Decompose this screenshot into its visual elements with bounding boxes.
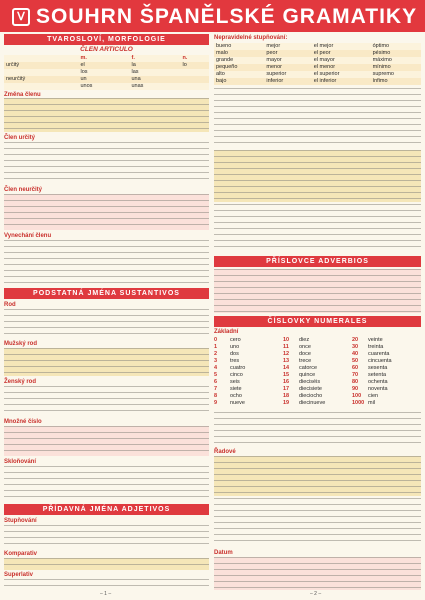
article-cell: f. (130, 55, 181, 62)
text-block-hours (214, 498, 421, 546)
numeral-word: dieciocho (299, 393, 323, 399)
text-block-zajmena (214, 204, 421, 252)
label-datum: Datum (214, 550, 233, 556)
label-stupnovani: Stupňování (4, 518, 37, 524)
article-row (4, 83, 209, 90)
section-heading-adverbs: PŘÍSLOVCE ADVERBIOS (214, 256, 421, 267)
numeral-digit: 6 (214, 379, 218, 385)
article-cell: las (130, 69, 181, 76)
numeral-word: dieciséis (299, 379, 321, 385)
comparison-cell: inferior (264, 78, 311, 85)
label-muzsky-rod: Mužský rod (4, 341, 38, 347)
numeral-word: mil (368, 400, 376, 406)
comparison-cell: pésimo (371, 50, 421, 57)
numeral-word: noventa (368, 386, 388, 392)
article-cell: neurčitý (4, 76, 78, 83)
article-cell (181, 69, 209, 76)
numeral-word: uno (230, 344, 240, 350)
comparison-cell: superior (264, 71, 311, 78)
numeral-word: nueve (230, 400, 245, 406)
numeral-digit: 80 (352, 379, 359, 385)
title-banner (0, 0, 425, 32)
page-title: SOUHRN ŠPANĚLSKÉ GRAMATIKY (36, 5, 418, 28)
right-column (214, 34, 421, 590)
article-row (4, 55, 209, 62)
comparison-cell: alto (214, 71, 264, 78)
numeral-word: cuarenta (368, 351, 390, 357)
numeral-word: seis (230, 379, 240, 385)
publisher-logo-icon: ᐯ (12, 8, 30, 26)
numeral-digit: 19 (283, 400, 290, 406)
numeral-word: siete (230, 386, 242, 392)
section-heading-adjectives: PŘÍDAVNÁ JMÉNA ADJETIVOS (4, 504, 209, 515)
numeral-digit: 12 (283, 351, 290, 357)
article-row (4, 69, 209, 76)
numeral-word: diez (299, 337, 310, 343)
article-cell: una (130, 76, 181, 83)
article-cell: m. (78, 55, 129, 62)
article-cell: el (78, 62, 129, 69)
numeral-digit: 2 (214, 351, 218, 357)
numeral-word: catorce (299, 365, 318, 371)
article-cell: určitý (4, 62, 78, 69)
comparison-cell: el superior (312, 71, 371, 78)
numeral-digit: 20 (352, 337, 359, 343)
article-cell: la (130, 62, 181, 69)
comparison-row (214, 64, 421, 71)
numeral-digit: 30 (352, 344, 359, 350)
article-cell (4, 69, 78, 76)
label-sklonovani: Skloňování (4, 459, 37, 465)
label-mnozne-cislo: Množné číslo (4, 419, 42, 425)
text-block-vynechani (4, 240, 209, 284)
comparison-cell: peor (264, 50, 311, 57)
numeral-digit: 15 (283, 372, 290, 378)
article-row (4, 76, 209, 83)
label-clen-urcity: Člen určitý (4, 135, 36, 141)
comparison-cell: bueno (214, 43, 264, 50)
numeral-word: cinco (230, 372, 243, 378)
numeral-word: dos (230, 351, 239, 357)
numeral-digit: 70 (352, 372, 359, 378)
comparison-cell: mínimo (371, 64, 421, 71)
numeral-digit: 90 (352, 386, 359, 392)
numeral-digit: 4 (214, 365, 218, 371)
numeral-digit: 11 (283, 344, 289, 350)
comparison-cell: grande (214, 57, 264, 64)
numeral-digit: 100 (352, 393, 362, 399)
numeral-digit: 1000 (352, 400, 365, 406)
numeral-digit: 7 (214, 386, 218, 392)
comparison-row (214, 57, 421, 64)
numerals-grid (214, 337, 421, 409)
numeral-word: sesenta (368, 365, 388, 371)
label-superlativ: Superlativ (4, 572, 34, 578)
text-block-numeral-rules (214, 412, 421, 446)
comparison-cell: mejor (264, 43, 311, 50)
article-cell (4, 55, 78, 62)
text-block-radove (214, 456, 421, 496)
text-block-absolutni (214, 150, 421, 202)
subheading-article: ČLEN ARTICULO (80, 46, 133, 53)
text-block-zmena (4, 98, 209, 132)
comparison-cell: mayor (264, 57, 311, 64)
text-block-clen-urcity (4, 142, 209, 184)
numeral-word: tres (230, 358, 240, 364)
article-row (4, 62, 209, 69)
section-heading-nouns: PODSTATNÁ JMÉNA SUSTANTIVOS (4, 288, 209, 299)
numeral-word: diecisiete (299, 386, 322, 392)
numeral-digit: 17 (283, 386, 290, 392)
article-cell: un (78, 76, 129, 83)
numeral-digit: 16 (283, 379, 290, 385)
numeral-digit: 13 (283, 358, 290, 364)
numeral-word: cuatro (230, 365, 246, 371)
numeral-digit: 5 (214, 372, 218, 378)
text-block-mnozne (4, 426, 209, 456)
page-marker-left: – 1 – (100, 591, 112, 597)
numeral-digit: 0 (214, 337, 218, 343)
numeral-word: cien (368, 393, 379, 399)
article-cell: los (78, 69, 129, 76)
numeral-digit: 8 (214, 393, 218, 399)
numeral-digit: 10 (283, 337, 290, 343)
numeral-word: trece (299, 358, 312, 364)
article-cell: n. (181, 55, 209, 62)
numeral-digit: 50 (352, 358, 359, 364)
comparison-cell: supremo (371, 71, 421, 78)
comparison-cell: malo (214, 50, 264, 57)
page-marker-right: – 2 – (310, 591, 322, 597)
label-clen-neurcity: Člen neurčitý (4, 187, 43, 193)
numeral-word: cero (230, 337, 241, 343)
comparison-cell: el menor (312, 64, 371, 71)
label-komparativ: Komparativ (4, 551, 38, 557)
numeral-digit: 18 (283, 393, 290, 399)
article-cell: unos (78, 83, 129, 90)
label-zensky-rod: Ženský rod (4, 379, 37, 385)
label-vynechani: Vynechání členu (4, 233, 52, 239)
numeral-word: veinte (368, 337, 383, 343)
label-nepravidelne-stupnovani: Nepravidelné stupňování: (214, 35, 288, 41)
article-cell (181, 76, 209, 83)
label-radove: Řadové (214, 449, 236, 455)
comparison-cell: el mejor (312, 43, 371, 50)
text-block-adverbs (214, 269, 421, 313)
comparison-cell: máximo (371, 57, 421, 64)
numeral-digit: 3 (214, 358, 218, 364)
text-block-clen-neurcity (4, 194, 209, 230)
comparison-cell: el peor (312, 50, 371, 57)
comparison-cell: el mayor (312, 57, 371, 64)
numeral-word: doce (299, 351, 311, 357)
label-zmena-clenu: Změna členu (4, 92, 41, 98)
article-cell (181, 83, 209, 90)
section-heading-numerals: ČÍSLOVKY NUMERALES (214, 316, 421, 327)
numeral-digit: 9 (214, 400, 218, 406)
text-block-rod (4, 309, 209, 339)
numeral-word: setenta (368, 372, 387, 378)
comparison-row (214, 43, 421, 50)
comparison-cell: bajo (214, 78, 264, 85)
text-block-stupnovani (4, 525, 209, 549)
numeral-digit: 1 (214, 344, 218, 350)
comparison-cell: óptimo (371, 43, 421, 50)
numeral-word: once (299, 344, 311, 350)
numeral-digit: 40 (352, 351, 359, 357)
numeral-word: ochenta (368, 379, 388, 385)
article-cell: unas (130, 83, 181, 90)
numeral-digit: 60 (352, 365, 359, 371)
comparison-table (214, 43, 421, 85)
article-cell (4, 83, 78, 90)
article-cell: lo (181, 62, 209, 69)
text-block-muzsky (4, 348, 209, 376)
numeral-word: diecinueve (299, 400, 326, 406)
numeral-word: cincuenta (368, 358, 392, 364)
article-table (4, 55, 209, 90)
comparison-cell: ínfimo (371, 78, 421, 85)
left-column (4, 34, 209, 590)
comparison-row (214, 71, 421, 78)
text-block-zensky (4, 386, 209, 416)
comparison-cell: menor (264, 64, 311, 71)
comparison-cell: el inferior (312, 78, 371, 85)
text-block-sklonovani (4, 466, 209, 500)
comparison-cell: pequeño (214, 64, 264, 71)
text-block-datum (214, 557, 421, 590)
numeral-digit: 14 (283, 365, 290, 371)
comparison-row (214, 78, 421, 85)
text-block-komparativ (4, 558, 209, 570)
text-block-superlativ-notes (214, 88, 421, 148)
label-rod: Rod (4, 302, 16, 308)
numeral-word: ocho (230, 393, 242, 399)
numeral-word: treinta (368, 344, 384, 350)
section-heading-morphology: TVAROSLOVÍ, MORFOLOGIE (4, 34, 209, 45)
label-zakladni: Základní (214, 329, 239, 335)
comparison-row (214, 50, 421, 57)
numeral-word: quince (299, 372, 316, 378)
